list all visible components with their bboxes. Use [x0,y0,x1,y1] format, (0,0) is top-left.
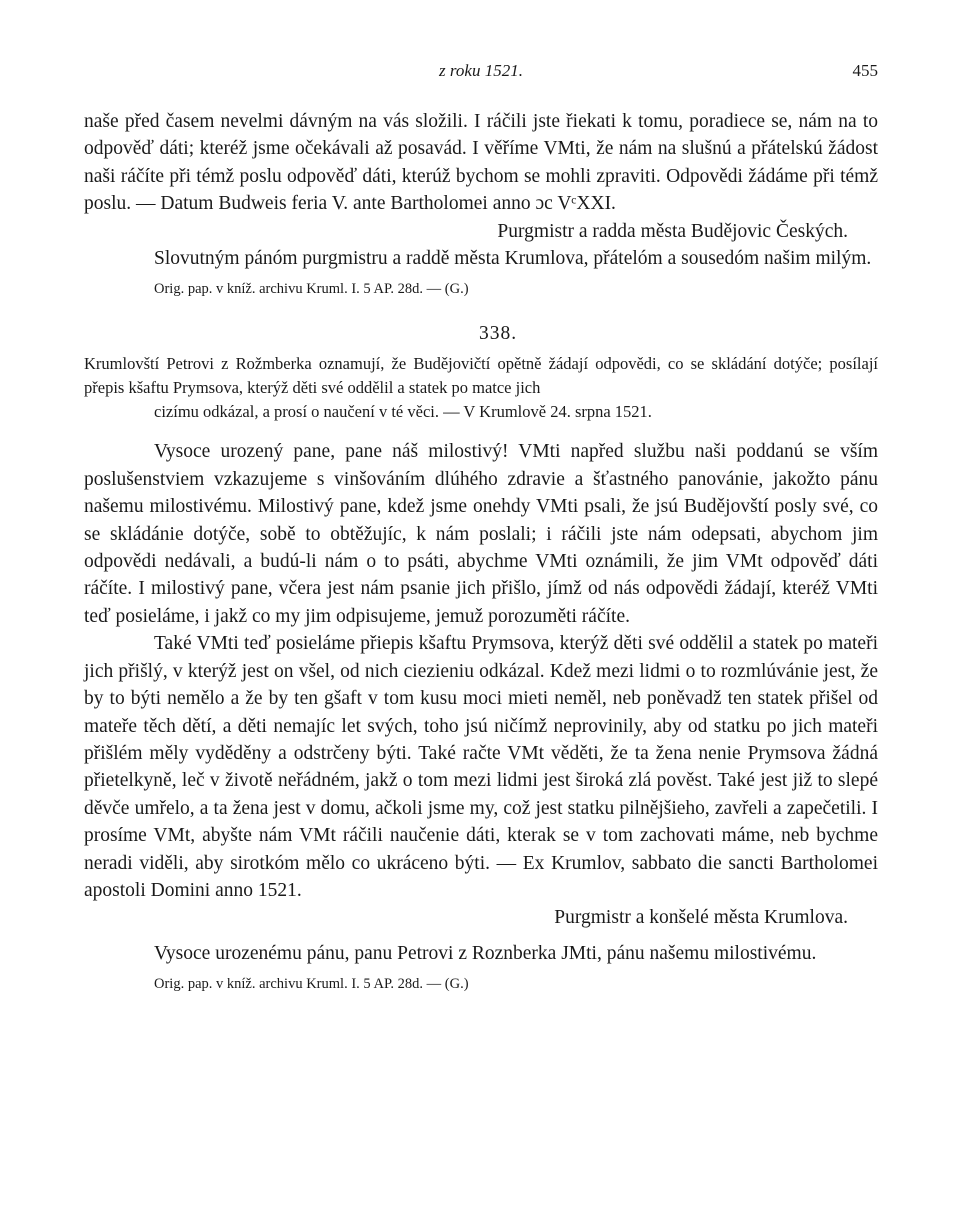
document-number: 338. [478,323,518,345]
letter-address: Slovutným pánóm purgmistru a raddě města Krumlova, přátelóm a sousedóm našim milým. [154,248,872,270]
book-page [84,56,878,995]
letter-body-paragraph: Vysoce urozený pane, pane náš milostivý! VMti napřed službu naši poddanú se vším poslušenstviem vzkazujeme s vinšováním dlúhého zdravie a šťastného panovánie, jakožto pánu našemu milostivému. Milostivý pane, kdež jsme onehdy VMti psali, že jsú Budějovští posly své, co se skládánie dotýče, sobě to obtěžujíc, k nám poslali; i ráčili jste nám odepsati, abychom jim odpovědi nedávali, a budú-li nám o to psáti, abychme VMti oznámili, že jim VMt odpověď dáti ráčíte. I milostivý pane, včera jest nám psanie jich přišlo, jímž od nás odpovědi žádají, kteréž VMti teď posieláme, i jakž co my jim odpisujeme, jemuž porozuměti ráčíte. [84,441,878,627]
letter-address: Vysoce urozenému pánu, panu Petrovi z Roznberka JMti, pánu našemu milostivému. [154,942,817,964]
regest-summary-end: cizímu odkázal, a prosí o naučení v té věci. — V Krumlově 24. srpna 1521. [154,402,652,422]
letter-signature: Purgmistr a konšelé města Krumlova. [554,907,848,929]
running-title: z roku 1521. [439,61,523,80]
running-header [84,56,878,86]
letter-body-paragraph: Také VMti teď posieláme přiepis kšaftu Prymsova, kterýž děti své oddělil a statek po mateři jich přišlý, v kterýž jest on všel, od nich ciezieniu odkázal. Kdež mezi lidmi o to rozmlúvánie jest, že by to býti nemělo a že by ten gšaft v tom kusu moci mieti neměl, neb poněvadž ten statek přišel od mateře těch dětí, a děti nemajíc let svých, toho jsú ničímž neprovinily, aby od statku po jich mateři přišlém měly vyděděny a odstrčeny býti. Také račte VMt věděti, že ta žena nenie Prymsova žádná přietelkyně, leč v životě neřádném, jakž o tom mezi lidmi jest široká zlá pověst. Také jest již to slepé děvče umřelo, a ta žena jest v domu, ačkoli jsme my, což jest statku pilnějšieho, zavřeli a zapečetili. I prosíme VMt, abyšte nám VMt ráčili naučenie dáti, kterak se v tom zachovati máme, neb bychme neradi viděli, aby sirotkóm mělo co ukráceno býti. — Ex Krumlov, sabbato die sancti Bartholomei apostoli Domini anno 1521. [84,633,878,901]
regest-summary: Krumlovští Petrovi z Rožmberka oznamují, že Budějovičtí opětně žádají odpovědi, co se skládání dotýče; posílají přepis kšaftu Prymsova, kterýž děti své oddělil a statek po matce jich [84,354,878,398]
source-note: Orig. pap. v kníž. archivu Kruml. I. 5 AP. 28d. — (G.) [154,976,469,993]
page-number: 455 [852,61,878,80]
letter-continuation-paragraph: naše před časem nevelmi dávným na vás složili. I ráčili jste řiekati k tomu, poradiece se, nám na to odpověď dáti; kteréž jsme očekávali až posavád. I věříme VMti, že nám na slušnú a přátelskú žádost naši ráčíte při témž poslu odpověď dáti, kterúž bychom se mohli zpraviti. Odpovědi žádáme při témž poslu. — Datum Budweis feria V. ante Bartholomei anno ɔc VᶜXXI. [84,111,878,215]
source-note: Orig. pap. v kníž. archivu Kruml. I. 5 AP. 28d. — (G.) [154,281,469,298]
letter-signature: Purgmistr a radda města Budějovic Českých. [497,220,848,242]
